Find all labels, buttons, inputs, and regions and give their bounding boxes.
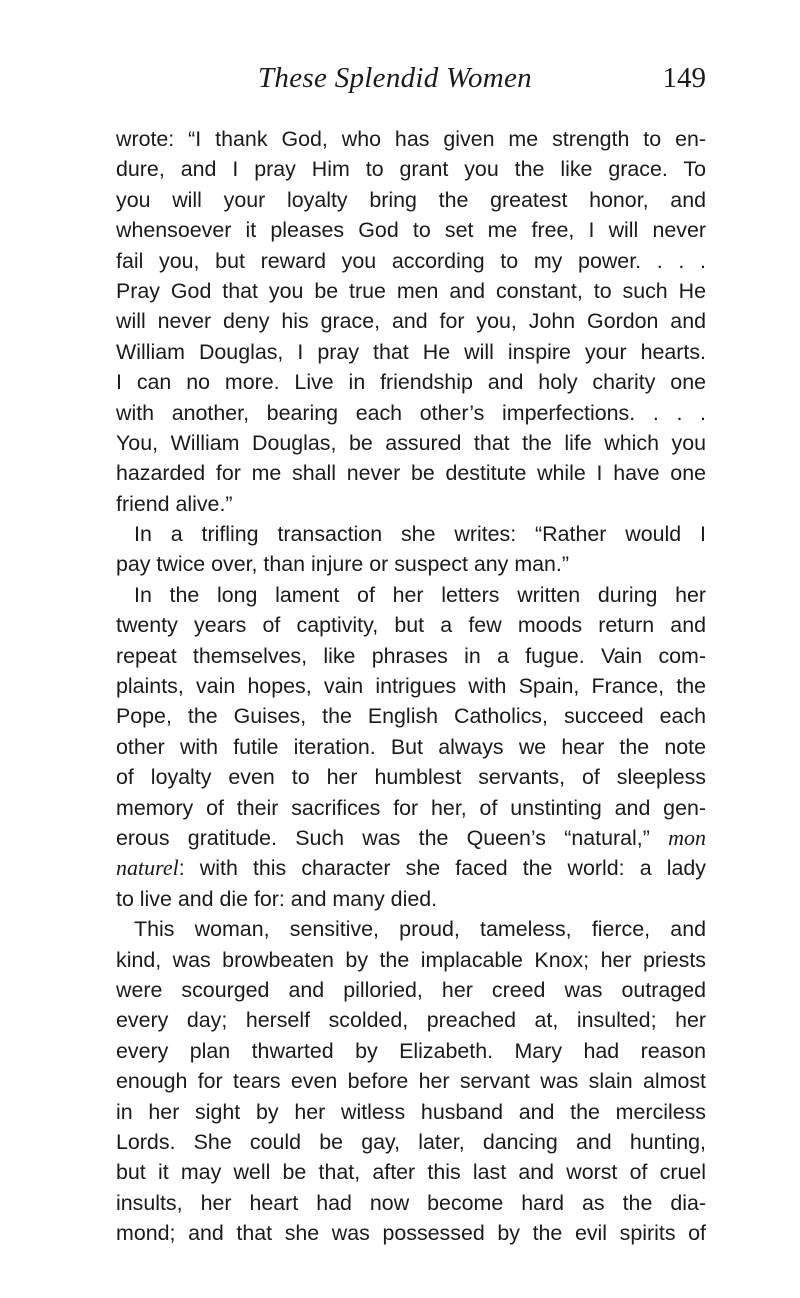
text-line: you will your loyalty bring the greatest honor, and — [116, 187, 706, 212]
text-line: every plan thwarted by Elizabeth. Mary had reason — [116, 1038, 706, 1063]
text-line: hazarded for me shall never be destitute while I have one — [116, 461, 706, 486]
text-line: kind, was browbeaten by the implacable Knox; her priests — [116, 947, 706, 972]
text-line: repeat themselves, like phrases in a fugue. Vain com- — [116, 643, 706, 668]
text-line: will never deny his grace, and for you, John Gordon and — [116, 309, 706, 334]
italic-segment: naturel — [116, 855, 179, 881]
text-line: Pope, the Guises, the English Catholics, succeed each — [116, 704, 706, 729]
text-line: Lords. She could be gay, later, dancing and hunting, — [116, 1129, 706, 1154]
text-line: were scourged and pilloried, her creed was outraged — [116, 977, 706, 1002]
text-line: in her sight by her witless husband and the merciless — [116, 1099, 706, 1124]
text-line: In a trifling transaction she writes: “Rather would I — [134, 522, 706, 547]
text-line: whensoever it pleases God to set me free, I will never — [116, 218, 706, 243]
page-number: 149 — [662, 62, 706, 94]
running-title: These Splendid Women — [258, 62, 532, 94]
text-line: In the long lament of her letters written during her — [134, 582, 706, 607]
text-line: memory of their sacrifices for her, of unstinting and gen- — [116, 795, 706, 820]
text-line: William Douglas, I pray that He will inspire your hearts. — [116, 339, 706, 364]
text-line: twenty years of captivity, but a few moods return and — [116, 613, 706, 638]
text-line: dure, and I pray Him to grant you the like grace. To — [116, 157, 706, 182]
page-header — [116, 62, 706, 106]
text-line: but it may well be that, after this last and worst of cruel — [116, 1160, 706, 1185]
text-segment: : with this character she faced the world: a lady — [178, 856, 706, 881]
text-line: friend alive.” — [116, 491, 233, 516]
text-line: to live and die for: and many died. — [116, 886, 438, 911]
text-line: fail you, but reward you according to my power. . . . — [116, 248, 706, 273]
text-line: mond; and that she was possessed by the evil spirits of — [116, 1221, 706, 1246]
text-line: with another, bearing each other’s imperfections. . . . — [116, 400, 706, 425]
text-line: I can no more. Live in friendship and holy charity one — [116, 370, 706, 395]
text-line: of loyalty even to her humblest servants, of sleepless — [116, 765, 706, 790]
body-text — [116, 124, 706, 1248]
text-line: enough for tears even before her servant was slain almost — [116, 1069, 706, 1094]
text-line: every day; herself scolded, preached at, insulted; her — [116, 1008, 706, 1033]
text-segment: erous gratitude. Such was the Queen’s “natural,” — [116, 825, 669, 850]
text-line: pay twice over, than injure or suspect any man.” — [116, 552, 569, 577]
text-line: Pray God that you be true men and constant, to such He — [116, 278, 706, 303]
text-line: insults, her heart had now become hard as the dia- — [116, 1190, 706, 1215]
text-line: This woman, sensitive, proud, tameless, fierce, and — [134, 917, 706, 942]
italic-segment: mon — [668, 824, 706, 850]
text-line — [116, 853, 706, 883]
text-line: You, William Douglas, be assured that the life which you — [116, 430, 706, 455]
text-line: plaints, vain hopes, vain intrigues with Spain, France, the — [116, 674, 706, 699]
text-line — [116, 823, 706, 853]
text-line: wrote: “I thank God, who has given me strength to en- — [116, 127, 706, 151]
text-line: other with futile iteration. But always we hear the note — [116, 734, 706, 759]
